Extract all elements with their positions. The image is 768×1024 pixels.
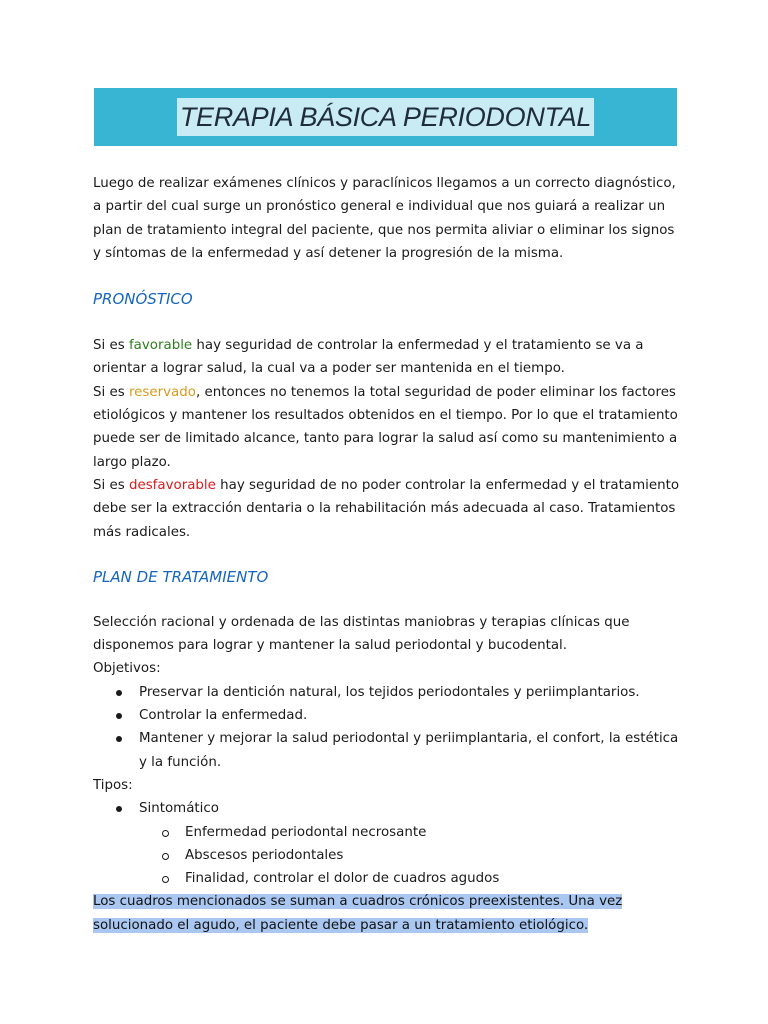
hollow-bullet-icon	[162, 853, 169, 860]
list-item	[93, 681, 683, 704]
plan-heading: PLAN DE TRATAMIENTO	[93, 567, 269, 586]
sub-list-item	[93, 844, 683, 867]
list-item	[93, 797, 683, 820]
title-banner	[94, 88, 677, 146]
list-item	[93, 727, 683, 774]
reservado-text: , entonces no tenemos la total seguridad de poder eliminar los factores etiológicos y mantener los resultados obtenidos en el tiempo. Por lo que el tratamiento puede ser de limitado alcance, tanto para lograr la salud así como su mantenimiento a largo plazo.	[93, 384, 678, 470]
favorable-paragraph	[93, 334, 683, 381]
sub-list-item	[93, 821, 683, 844]
desfavorable-term: desfavorable	[128, 477, 216, 493]
sintomatico-sublist	[93, 821, 683, 891]
bullet-icon	[116, 690, 122, 696]
plan-intro: Selección racional y ordenada de las distintas maniobras y terapias clínicas que disponemos para lograr y mantener la salud periodontal y bucodental.	[93, 614, 630, 654]
list-item-text: Sintomático	[139, 801, 219, 817]
document-title: TERAPIA BÁSICA PERIODONTAL	[177, 98, 594, 136]
reservado-paragraph	[93, 381, 683, 474]
bullet-icon	[116, 736, 122, 742]
bullet-icon	[116, 806, 122, 812]
favorable-term: favorable	[128, 338, 193, 354]
sub-list-item-text: Abscesos periodontales	[185, 847, 344, 863]
desfavorable-paragraph	[93, 474, 683, 544]
sub-list-item-text: Finalidad, controlar el dolor de cuadros agudos	[185, 871, 500, 887]
desfavorable-text: hay seguridad de no poder controlar la enfermedad y el tratamiento debe ser la extracción dentaria o la rehabilitación más adecuada al caso. Tratamientos más radicales.	[93, 477, 680, 540]
hollow-bullet-icon	[162, 830, 169, 837]
document-body	[93, 172, 683, 937]
favorable-prefix: Si es	[93, 338, 129, 354]
desfavorable-prefix: Si es	[93, 477, 129, 493]
list-item	[93, 704, 683, 727]
bullet-icon	[116, 713, 122, 719]
list-item-text: Controlar la enfermedad.	[139, 708, 308, 724]
tipos-list	[93, 797, 683, 820]
intro-paragraph: Luego de realizar exámenes clínicos y paraclínicos llegamos a un correcto diagnóstico, a partir del cual surge un pronóstico general e individual que nos guiará a realizar un plan de tratamiento integral del paciente, que nos permita aliviar o eliminar los signos y síntomas de la enfermedad y así detener la progresión de la misma.	[93, 176, 676, 261]
sub-list-item-text: Enfermedad periodontal necrosante	[185, 824, 427, 840]
tipos-label: Tipos:	[93, 777, 133, 793]
sub-list-item	[93, 867, 683, 890]
reservado-prefix: Si es	[93, 384, 129, 400]
reservado-term: reservado	[128, 384, 196, 400]
objetivos-label: Objetivos:	[93, 661, 161, 677]
highlighted-note	[93, 890, 683, 937]
hollow-bullet-icon	[162, 876, 169, 883]
objetivos-list	[93, 681, 683, 774]
favorable-text: hay seguridad de controlar la enfermedad y el tratamiento se va a orientar a lograr salud, la cual va a poder ser mantenida en el tiempo.	[93, 338, 644, 377]
pronostico-heading: PRONÓSTICO	[93, 290, 193, 309]
list-item-text: Preservar la dentición natural, los tejidos periodontales y periimplantarios.	[139, 684, 640, 700]
note-text: Los cuadros mencionados se suman a cuadros crónicos preexistentes. Una vez solucionado el agudo, el paciente debe pasar a un tratamiento etiológico.	[93, 894, 623, 933]
list-item-text: Mantener y mejorar la salud periodontal y periimplantaria, el confort, la estética y la función.	[139, 731, 679, 770]
